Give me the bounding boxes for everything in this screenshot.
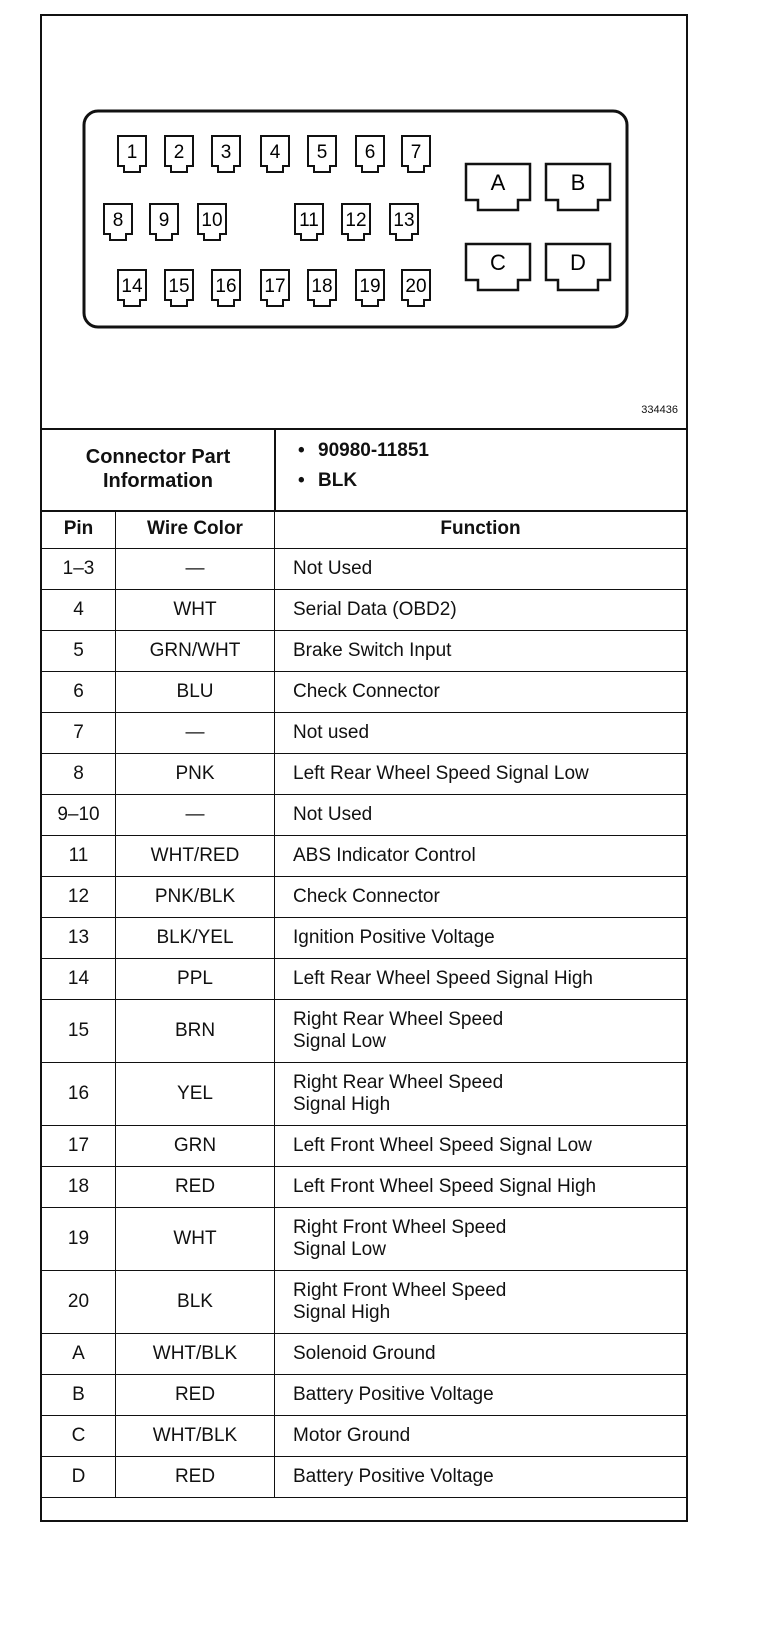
function-cell [275, 918, 687, 959]
connector-pin-16 [212, 270, 240, 306]
connector-pin-label: C [490, 250, 506, 275]
pin-cell: C [42, 1416, 116, 1457]
connector-pin-b [546, 164, 610, 210]
function-text-line2: Signal High [293, 1094, 391, 1115]
wire-color-cell: WHT/BLK [116, 1416, 275, 1457]
function-text: Solenoid Ground [293, 1343, 436, 1364]
connector-pin-15 [165, 270, 193, 306]
connector-pin-label: 2 [173, 142, 185, 163]
wire-color-cell: RED [116, 1167, 275, 1208]
connector-pin-label: D [570, 250, 586, 275]
wire-color-cell: GRN [116, 1126, 275, 1167]
connector-pin-13 [390, 204, 418, 240]
connector-pin-label: 11 [299, 210, 319, 231]
wire-color-cell: PNK [116, 754, 275, 795]
connector-pin-label: 16 [215, 276, 237, 297]
function-cell [275, 754, 687, 795]
function-cell [275, 1457, 687, 1498]
connector-pin-2 [165, 136, 193, 172]
connector-pin-19 [356, 270, 384, 306]
connector-pin-17 [261, 270, 289, 306]
function-text: Not used [293, 722, 370, 743]
connector-pin-a [466, 164, 530, 210]
wire-color-cell: BLK [116, 1271, 275, 1334]
connector-pin-1 [118, 136, 146, 172]
function-text: Check Connector [293, 681, 440, 702]
pin-cell: 8 [42, 754, 116, 795]
pin-cell: 19 [42, 1208, 116, 1271]
connector-pin-20 [402, 270, 430, 306]
function-cell [275, 959, 687, 1000]
function-text-line2: Signal High [293, 1302, 391, 1323]
pin-cell: 16 [42, 1063, 116, 1126]
wire-color-cell: RED [116, 1375, 275, 1416]
function-cell [275, 1334, 687, 1375]
table-row [42, 918, 686, 959]
wire-color-cell: WHT/BLK [116, 1334, 275, 1375]
function-cell [275, 590, 687, 631]
function-text-line2: Signal Low [293, 1031, 386, 1052]
connector-pin-label: 5 [316, 142, 328, 163]
function-column-header: Function [275, 510, 687, 549]
pin-cell: 5 [42, 631, 116, 672]
function-text-line2: Signal Low [293, 1239, 386, 1260]
wire-color-cell: PNK/BLK [116, 877, 275, 918]
connector-pin-label: 18 [311, 276, 333, 297]
function-cell [275, 713, 687, 754]
table-row [42, 1208, 686, 1271]
connector-pin-label: 15 [168, 276, 190, 297]
table-row [42, 836, 686, 877]
connector-pin-11 [295, 204, 323, 240]
connector-pin-label: 17 [264, 276, 286, 297]
connector-pin-5 [308, 136, 336, 172]
function-cell [275, 1416, 687, 1457]
function-cell [275, 1000, 687, 1063]
pin-cell: 12 [42, 877, 116, 918]
table-row [42, 1334, 686, 1375]
table-row [42, 1416, 686, 1457]
connector-pin-label: 6 [364, 142, 376, 163]
function-text: Serial Data (OBD2) [293, 599, 457, 620]
function-text: Check Connector [293, 886, 440, 907]
table-row [42, 1167, 686, 1208]
function-cell [275, 672, 687, 713]
function-cell [275, 1126, 687, 1167]
connector-pin-label: A [490, 170, 506, 195]
pin-cell: B [42, 1375, 116, 1416]
connector-pin-label: 7 [410, 142, 422, 163]
function-cell [275, 1375, 687, 1416]
function-text: Left Front Wheel Speed Signal High [293, 1176, 597, 1197]
function-cell [275, 1063, 687, 1126]
function-cell [275, 1208, 687, 1271]
function-text: Not Used [293, 804, 373, 825]
connector-part-information [42, 428, 686, 512]
wire-color-cell: WHT [116, 1208, 275, 1271]
table-row [42, 1457, 686, 1498]
connector-pin-14 [118, 270, 146, 306]
connector-pin-label: B [570, 170, 586, 195]
table-row [42, 959, 686, 1000]
connector-info-label-line2: Information [103, 470, 213, 492]
connector-pin-7 [402, 136, 430, 172]
wire-color-column-header: Wire Color [116, 510, 275, 549]
function-text: Right Front Wheel Speed [293, 1217, 507, 1238]
function-text: ABS Indicator Control [293, 845, 476, 866]
function-text: Brake Switch Input [293, 640, 452, 661]
connector-info-label [42, 428, 276, 510]
function-cell [275, 549, 687, 590]
pin-column-header: Pin [42, 510, 116, 549]
connector-document [40, 14, 688, 1522]
wire-color-cell: BLU [116, 672, 275, 713]
function-text: Right Front Wheel Speed [293, 1280, 507, 1301]
function-cell [275, 877, 687, 918]
connector-color: BLK [318, 470, 358, 491]
table-row [42, 631, 686, 672]
connector-pin-label: 1 [126, 142, 138, 163]
table-row [42, 672, 686, 713]
function-cell [275, 795, 687, 836]
pin-cell: 4 [42, 590, 116, 631]
table-row [42, 1000, 686, 1063]
pin-cell: D [42, 1457, 116, 1498]
wire-color-cell: GRN/WHT [116, 631, 275, 672]
connector-info-values: • 90980-11851 • BLK [298, 440, 429, 491]
connector-diagram [42, 16, 686, 430]
function-text: Left Front Wheel Speed Signal Low [293, 1135, 592, 1156]
connector-pin-12 [342, 204, 370, 240]
function-text: Ignition Positive Voltage [293, 927, 495, 948]
connector-pin-label: 4 [269, 142, 281, 163]
wire-color-cell: YEL [116, 1063, 275, 1126]
table-row [42, 713, 686, 754]
connector-pin-label: 13 [393, 210, 415, 231]
function-text: Motor Ground [293, 1425, 411, 1446]
table-row [42, 754, 686, 795]
wire-color-cell: — [116, 713, 275, 754]
wire-color-cell: WHT [116, 590, 275, 631]
connector-info-label-line1: Connector Part [85, 446, 231, 468]
pin-cell: 11 [42, 836, 116, 877]
function-cell [275, 1271, 687, 1334]
function-cell [275, 836, 687, 877]
pin-cell: 15 [42, 1000, 116, 1063]
table-row [42, 1375, 686, 1416]
connector-pin-6 [356, 136, 384, 172]
connector-pin-4 [261, 136, 289, 172]
wire-color-cell: — [116, 549, 275, 590]
function-text: Right Rear Wheel Speed [293, 1009, 504, 1030]
function-cell [275, 1167, 687, 1208]
connector-pin-c [466, 244, 530, 290]
connector-pin-10 [198, 204, 226, 240]
table-row [42, 549, 686, 590]
connector-pin-label: 8 [112, 210, 124, 231]
table-row [42, 1271, 686, 1334]
table-row [42, 795, 686, 836]
connector-pin-d [546, 244, 610, 290]
function-text: Left Rear Wheel Speed Signal Low [293, 763, 589, 784]
pin-cell: 6 [42, 672, 116, 713]
wire-color-cell: BLK/YEL [116, 918, 275, 959]
function-text: Battery Positive Voltage [293, 1384, 494, 1405]
wire-color-cell: — [116, 795, 275, 836]
function-cell [275, 631, 687, 672]
connector-pin-label: 14 [121, 276, 143, 297]
wire-color-cell: RED [116, 1457, 275, 1498]
connector-pin-18 [308, 270, 336, 306]
wire-color-cell: BRN [116, 1000, 275, 1063]
pin-cell: A [42, 1334, 116, 1375]
table-row [42, 1063, 686, 1126]
pin-cell: 14 [42, 959, 116, 1000]
pin-cell: 13 [42, 918, 116, 959]
part-number: 90980-11851 [318, 440, 429, 461]
connector-pin-label: 3 [220, 142, 232, 163]
function-text: Left Rear Wheel Speed Signal High [293, 968, 593, 989]
pin-cell: 1–3 [42, 549, 116, 590]
connector-face-view [42, 16, 686, 428]
connector-pin-8 [104, 204, 132, 240]
figure-number: 334436 [641, 404, 678, 416]
pin-table [42, 510, 686, 1498]
connector-pin-label: 9 [158, 210, 170, 231]
table-row [42, 590, 686, 631]
connector-pin-3 [212, 136, 240, 172]
pin-cell: 7 [42, 713, 116, 754]
table-row [42, 877, 686, 918]
pin-cell: 9–10 [42, 795, 116, 836]
connector-pin-label: 19 [359, 276, 381, 297]
wire-color-cell: WHT/RED [116, 836, 275, 877]
connector-pin-label: 12 [345, 210, 367, 231]
function-text: Right Rear Wheel Speed [293, 1072, 504, 1093]
table-row [42, 1126, 686, 1167]
function-text: Battery Positive Voltage [293, 1466, 494, 1487]
function-text: Not Used [293, 558, 373, 579]
pin-cell: 17 [42, 1126, 116, 1167]
connector-pin-label: 10 [201, 210, 223, 231]
pin-cell: 20 [42, 1271, 116, 1334]
wire-color-cell: PPL [116, 959, 275, 1000]
pin-cell: 18 [42, 1167, 116, 1208]
connector-pin-label: 20 [405, 276, 427, 297]
connector-pin-9 [150, 204, 178, 240]
